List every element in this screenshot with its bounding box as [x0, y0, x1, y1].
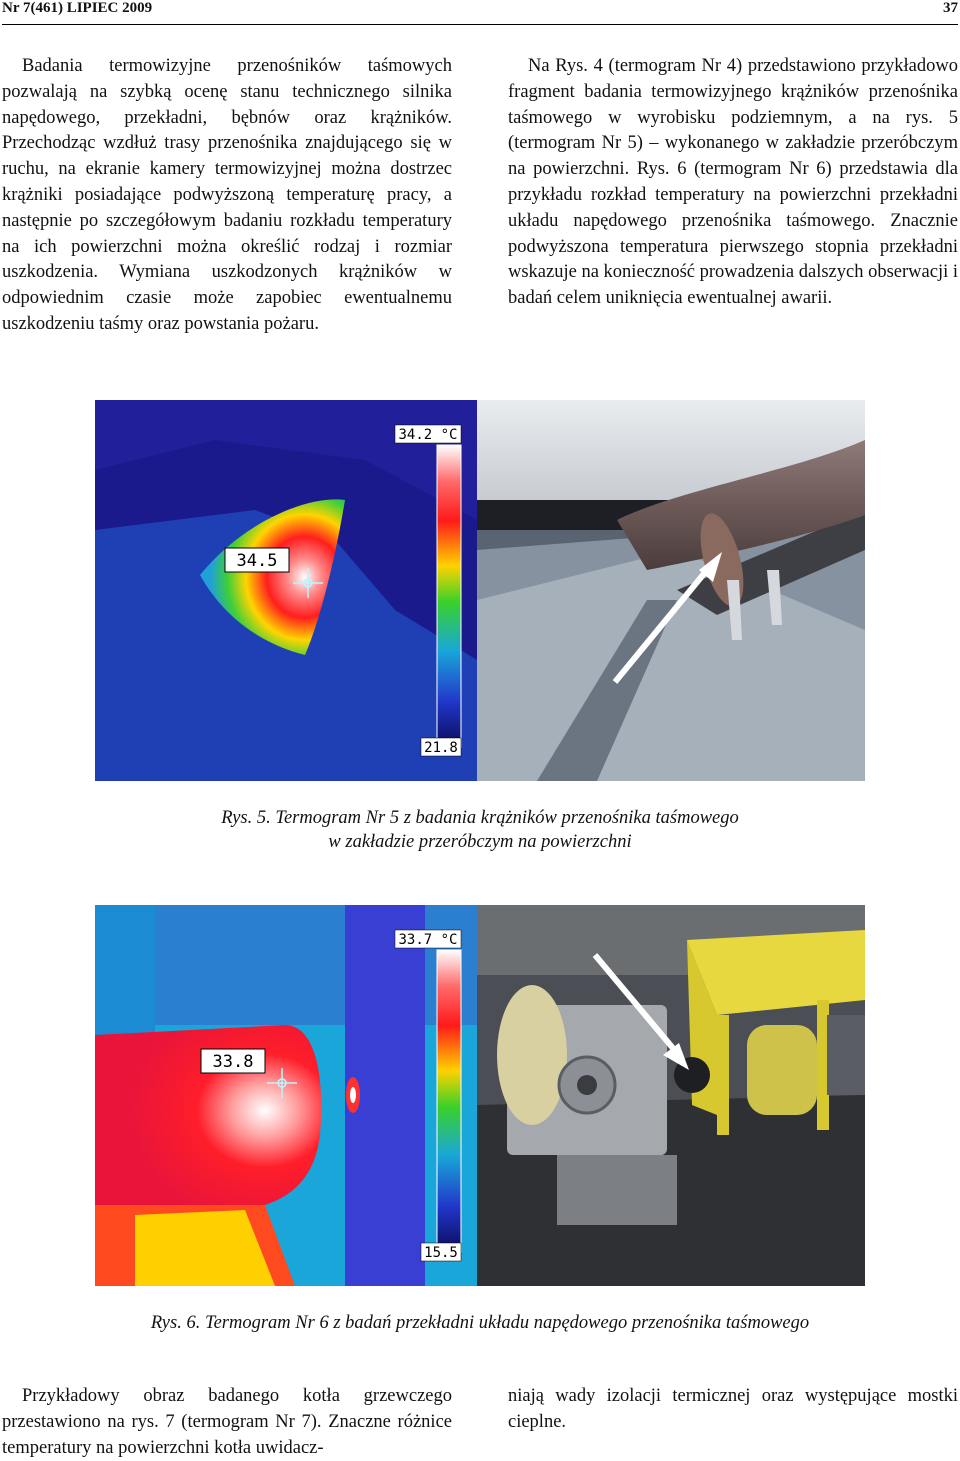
paragraph-boiler-continued: niają wady izolacji termicznej oraz występujące mostki cieplne.	[508, 1386, 958, 1432]
figure6-caption	[0, 1311, 960, 1335]
fig6-scale-min: 15.5	[424, 1245, 458, 1261]
text-column-left	[2, 54, 452, 338]
text-column-right	[508, 54, 958, 312]
figure5-photo	[477, 400, 865, 781]
fig6-spot-value: 33.8	[212, 1052, 254, 1072]
text-column-bottom-left	[2, 1384, 452, 1461]
figure5-thermogram	[95, 400, 477, 781]
fig5-spot-value: 34.5	[236, 551, 278, 571]
page-number: 37	[943, 0, 958, 16]
paragraph-thermography-conveyors: Badania termowizyjne przenośników taśmowych pozwalają na szybką ocenę stanu technicznego silnika napędowego, przekładni, bębnów oraz krążników. Przechodząc wzdłuż trasy przenośnika znajdującego się w ruchu, na ekranie kamery termowizyjnej można dostrzec krążniki posiadające podwyższoną temperaturę pracy, a następnie po szczegółowym badaniu rozkładu temperatury na ich powierzchni można określić rodzaj i rozmiar uszkodzenia. Wymiana uszkodzonych krążników w odpowiednim czasie może zapobiec ewentualnemu uszkodzeniu taśmy oraz powstania pożaru.	[2, 56, 452, 334]
figure5-caption-line2: w zakładzie przeróbczym na powierzchni	[328, 832, 632, 852]
paragraph-figures-description: Na Rys. 4 (termogram Nr 4) przedstawiono przykładowo fragment badania termowizyjnego krążników przenośnika taśmowego w wyrobisku podziemnym, a na rys. 5 (termogram Nr 5) – wykonanego w zakładzie przeróbczym na powierzchni. Rys. 6 (termogram Nr 6) przedstawia dla przykładu rozkład temperatury na powierzchni przekładni układu napędowego przenośnika taśmowego. Znacznie podwyższona temperatura pierwszego stopnia przekładni wskazuje na konieczność prowadzenia dalszych obserwacji i badań celem uniknięcia ewentualnej awarii.	[508, 56, 958, 309]
figure5-caption-text: Termogram Nr 5 z badania krążników przenośnika taśmowego	[275, 808, 739, 828]
figure6-thermogram	[95, 905, 477, 1286]
figure6-photo	[477, 905, 865, 1286]
journal-issue: Nr 7(461) LIPIEC 2009	[2, 0, 153, 16]
fig6-scale-max: 33.7 °C	[398, 932, 458, 948]
page-header	[2, 0, 958, 25]
figure6-caption-text: Termogram Nr 6 z badań przekładni układu napędowego przenośnika taśmowego	[204, 1313, 810, 1333]
figure6-caption-number: Rys. 6.	[150, 1313, 201, 1333]
fig5-scale-max: 34.2 °C	[398, 427, 458, 443]
text-column-bottom-right	[508, 1384, 958, 1436]
paragraph-boiler-example: Przykładowy obraz badanego kotła grzewczego przestawiono na rys. 7 (termogram Nr 7). Znaczne różnice temperatury na powierzchni kotła uwidacz-	[2, 1386, 452, 1458]
figure5-caption	[0, 806, 960, 854]
figure5-caption-number: Rys. 5.	[221, 808, 271, 828]
figure5-caption-line1	[0, 806, 960, 830]
fig5-scale-min: 21.8	[424, 740, 458, 756]
